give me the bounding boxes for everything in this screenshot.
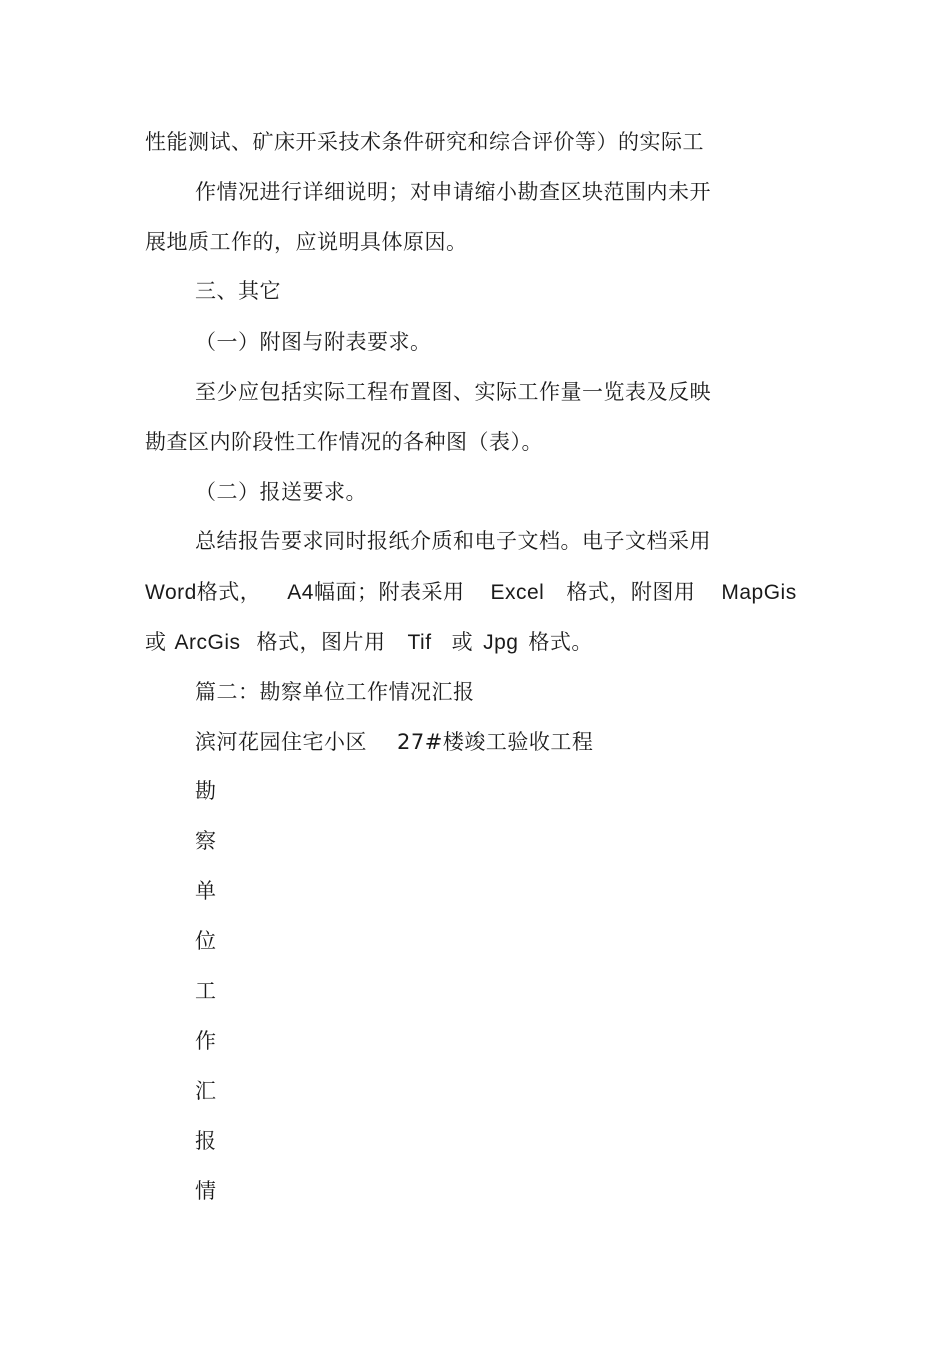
vertical-char: 单: [195, 879, 217, 903]
paragraph-line: [145, 628, 593, 657]
text-run: 或: [145, 630, 167, 654]
vertical-char: 情: [195, 1179, 217, 1203]
text-run: 格式，: [196, 580, 262, 604]
project-building: 27#楼竣工验收工程: [397, 730, 594, 754]
text-run: ArcGis: [174, 631, 241, 654]
text-run: 格式，附图用: [566, 580, 696, 604]
paragraph-line: 勘查区内阶段性工作情况的各种图（表）。: [145, 430, 543, 454]
vertical-char: 工: [195, 979, 217, 1003]
vertical-char: 位: [195, 929, 217, 953]
paragraph-line: 至少应包括实际工程布置图、实际工作量一览表及反映: [195, 380, 711, 404]
subsection-heading: （一）附图与附表要求。: [195, 330, 432, 354]
text-run: Jpg: [483, 631, 519, 654]
paragraph-line: 性能测试、矿床开采技术条件研究和综合评价等）的实际工: [145, 130, 704, 154]
text-run: Excel: [490, 581, 545, 604]
paragraph-line: 展地质工作的，应说明具体原因。: [145, 230, 468, 254]
project-title: [195, 728, 593, 756]
text-run: Tif: [407, 631, 432, 654]
paragraph-line: 作情况进行详细说明；对申请缩小勘查区块范围内未开: [195, 180, 711, 204]
paragraph-line: 总结报告要求同时报纸介质和电子文档。电子文档采用: [195, 529, 711, 553]
vertical-char: 察: [195, 829, 217, 853]
section-heading: 三、其它: [195, 279, 281, 303]
subsection-heading: （二）报送要求。: [195, 480, 367, 504]
vertical-char: 报: [195, 1129, 217, 1153]
text-run: 幅面；附表采用: [313, 580, 465, 604]
paragraph-line: [145, 578, 797, 607]
text-run: 格式。: [528, 630, 593, 654]
text-run: 格式，图片用: [256, 630, 386, 654]
vertical-char: 勘: [195, 779, 217, 803]
text-run: MapGis: [721, 581, 797, 604]
vertical-char: 作: [195, 1029, 217, 1053]
text-run: 或: [451, 630, 474, 654]
section-title: 篇二：勘察单位工作情况汇报: [195, 680, 475, 704]
text-run: A4: [287, 581, 314, 604]
project-name: 滨河花园住宅小区: [195, 730, 367, 754]
vertical-char: 汇: [195, 1079, 217, 1103]
text-run: Word: [145, 581, 197, 604]
